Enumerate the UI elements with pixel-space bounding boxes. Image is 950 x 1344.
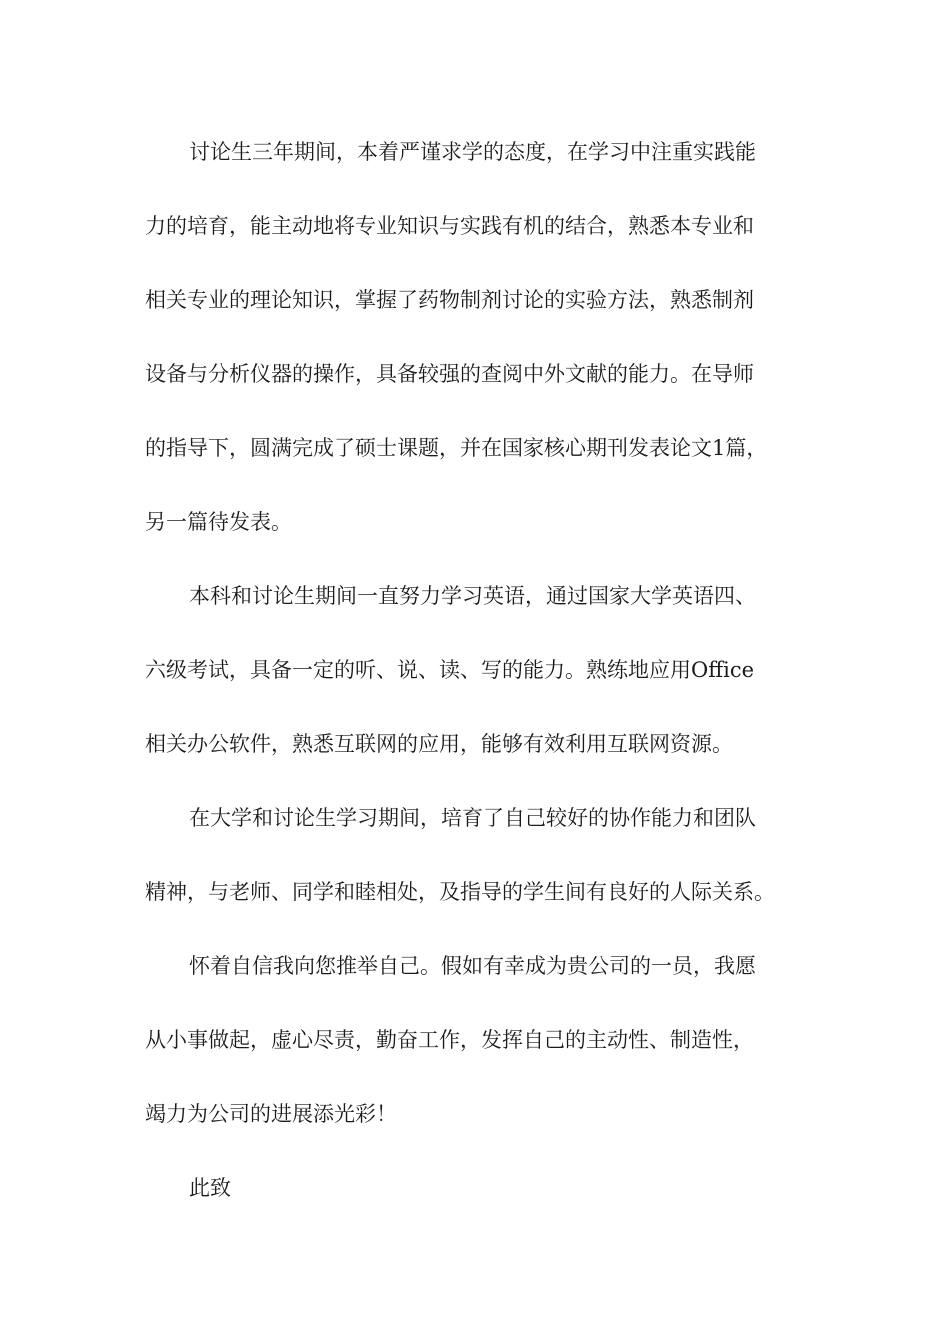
text-line: 相关办公软件，熟悉互联网的应用，能够有效利用互联网资源。	[145, 732, 733, 756]
text-line: 另一篇待发表。	[145, 510, 292, 534]
text-line: 从小事做起，虚心尽责，勤奋工作，发挥自己的主动性、制造性，	[145, 1028, 754, 1052]
letter-body	[145, 125, 815, 1235]
closing-salutation: 此致	[189, 1176, 231, 1200]
text-line: 相关专业的理论知识，掌握了药物制剂讨论的实验方法，熟悉制剂	[145, 288, 754, 312]
text-line: 怀着自信我向您推举自己。假如有幸成为贵公司的一员，我愿	[189, 954, 756, 978]
text-line: 本科和讨论生期间一直努力学习英语，通过国家大学英语四、	[189, 584, 756, 608]
text-line: 设备与分析仪器的操作，具备较强的查阅中外文献的能力。在导师	[145, 362, 754, 386]
text-line: 精神，与老师、同学和睦相处，及指导的学生间有良好的人际关系。	[145, 880, 775, 904]
text-line: 在大学和讨论生学习期间，培育了自己较好的协作能力和团队	[189, 806, 756, 830]
text-line: 六级考试，具备一定的听、说、读、写的能力。熟练地应用Office	[145, 658, 755, 682]
text-line: 讨论生三年期间，本着严谨求学的态度，在学习中注重实践能	[189, 140, 756, 164]
text-line: 竭力为公司的进展添光彩！	[145, 1102, 397, 1126]
text-line: 的指导下，圆满完成了硕士课题，并在国家核心期刊发表论文1篇，	[145, 436, 768, 460]
text-line: 力的培育，能主动地将专业知识与实践有机的结合，熟悉本专业和	[145, 214, 754, 238]
